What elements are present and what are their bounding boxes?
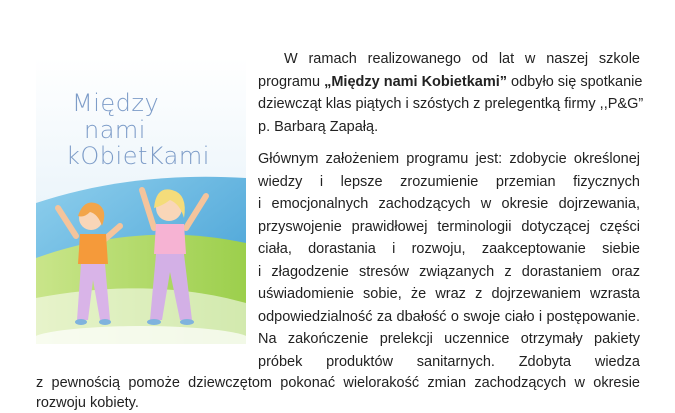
text-line: uświadomienie sobie, że wraz z dojrzewaniem wzrasta (258, 286, 640, 302)
text-line: dziewcząt klas piątych i szóstych z prelegentką firmy ,,P&G” (258, 96, 644, 112)
text-line: i złagodzenie stresów związanych z dorastaniem oraz (258, 263, 640, 280)
text-segment: odbyło się spotkanie (507, 73, 643, 90)
text-line: p. Barbarą Zapałą. (258, 118, 379, 135)
closing-lines (36, 373, 640, 413)
text-line (258, 71, 643, 94)
text-line: W ramach realizowanego od lat w naszej szkole (284, 51, 640, 67)
text-segment: programu (258, 73, 325, 90)
text-line: i emocjonalnych zachodzących w okresie dojrzewania, (258, 196, 640, 212)
cover-title-line: nami (84, 116, 146, 144)
text-line: przyswojenie prawidłowej terminologii dotyczącej części (258, 218, 640, 235)
cover-image (36, 58, 246, 344)
text-line: próbek produktów sanitarnych. Zdobyta wiedza (258, 353, 640, 370)
intro-paragraph (258, 48, 644, 138)
program-name: „Między nami Kobietkami” (324, 73, 507, 90)
text-line: ciała, dorastania i rozwoju, zaakceptowanie siebie (258, 241, 640, 257)
text-line: z pewnością pomoże dziewczętom pokonać wielorakość zmian zachodzących w okresie (36, 375, 640, 391)
text-line: rozwoju kobiety. (36, 395, 139, 411)
text-line: Na zakończenie prelekcji uczennice otrzymały pakiety (258, 331, 640, 347)
text-line: Głównym założeniem programu jest: zdobycie określonej (258, 151, 640, 167)
main-paragraph (258, 148, 640, 373)
text-line: odpowiedzialność za dbałość o swoje ciało i postępowanie. (258, 308, 640, 325)
text-line: wiedzy i lepsze zrozumienie przemian fizycznych (258, 173, 640, 190)
cover-title-line: kObietKami (66, 142, 210, 170)
cover-title-line: Między (72, 89, 160, 117)
